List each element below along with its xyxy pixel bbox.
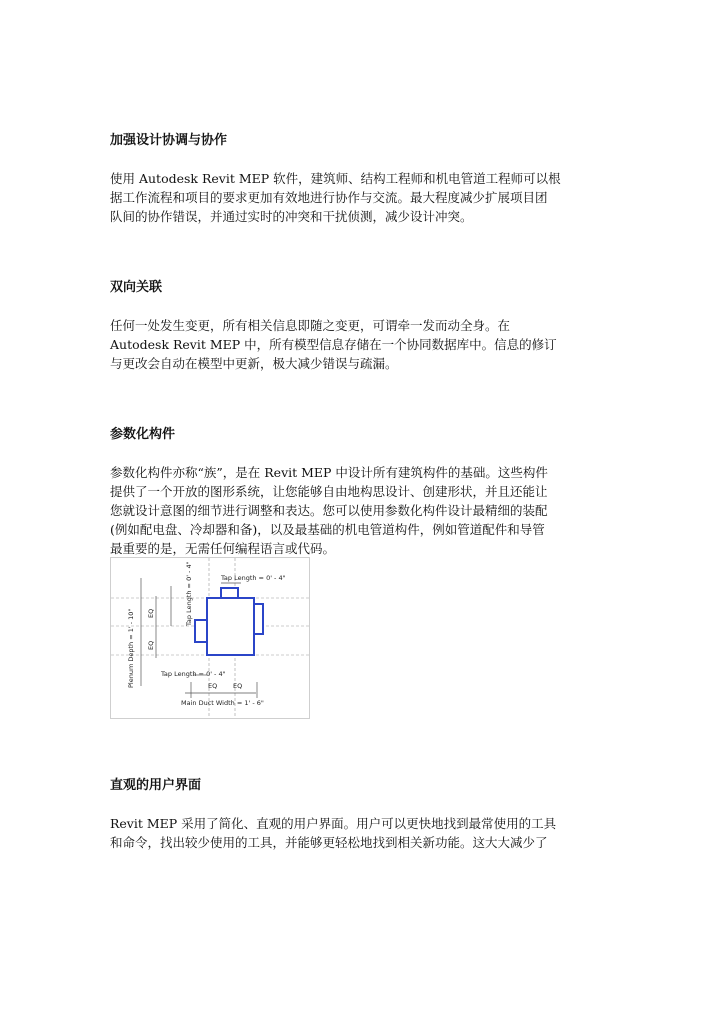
paragraph-line: 您就设计意图的细节进行调整和表达。您可以使用参数化构件设计最精细的装配 xyxy=(110,503,548,518)
side-tap-label: Tap Length = 0' - 4" xyxy=(185,561,193,626)
main-duct-width-label: Main Duct Width = 1' - 6" xyxy=(181,699,264,707)
section-heading: 加强设计协调与协作 xyxy=(110,133,228,148)
paragraph-line: 与更改会自动在模型中更新，极大减少错误与疏漏。 xyxy=(110,356,398,371)
eq-bottom-left: EQ xyxy=(208,682,218,690)
duct-fitting-drawing xyxy=(111,558,309,718)
eq-bottom-right: EQ xyxy=(233,682,243,690)
eq-left-bottom: EQ xyxy=(147,640,155,650)
section-paragraph xyxy=(110,463,615,558)
paragraph-line: 使用 Autodesk Revit MEP 软件，建筑师、结构工程师和机电管道工程师可以根 xyxy=(110,171,561,186)
plenum-depth-label: Plenum Depth = 1' - 10" xyxy=(127,608,135,688)
section-paragraph xyxy=(110,814,615,852)
duct-fitting xyxy=(195,588,263,655)
section-heading: 直观的用户界面 xyxy=(110,778,202,793)
paragraph-line: 提供了一个开放的图形系统，让您能够自由地构思设计、创建形状，并且还能让 xyxy=(110,484,548,499)
paragraph-line: (例如配电盘、冷却器和备)，以及最基础的机电管道构件，例如管道配件和导管 xyxy=(110,522,545,537)
paragraph-line: 和命令，找出较少使用的工具，并能够更轻松地找到相关新功能。这大大减少了 xyxy=(110,835,548,850)
paragraph-line: 据工作流程和项目的要求更加有效地进行协作与交流。最大程度减少扩展项目团 xyxy=(110,190,548,205)
paragraph-line: Revit MEP 采用了简化、直观的用户界面。用户可以更快地找到最常使用的工具 xyxy=(110,816,557,831)
paragraph-line: 最重要的是，无需任何编程语言或代码。 xyxy=(110,541,336,556)
paragraph-line: Autodesk Revit MEP 中，所有模型信息存储在一个协同数据库中。信息的修订 xyxy=(110,337,557,352)
top-tap-label: Tap Length = 0' - 4" xyxy=(221,574,286,582)
section-heading: 参数化构件 xyxy=(110,427,176,442)
paragraph-line: 参数化构件亦称“族”，是在 Revit MEP 中设计所有建筑构件的基础。这些构件 xyxy=(110,465,548,480)
bottom-tap-label: Tap Length = 0' - 4" xyxy=(161,670,226,678)
section-paragraph xyxy=(110,316,615,373)
section-paragraph xyxy=(110,169,615,226)
paragraph-line: 队间的协作错误，并通过实时的冲突和干扰侦测，减少设计冲突。 xyxy=(110,209,473,224)
duct-fitting-figure xyxy=(110,557,310,719)
paragraph-line: 任何一处发生变更，所有相关信息即随之变更，可谓牵一发而动全身。在 xyxy=(110,318,511,333)
eq-left-top: EQ xyxy=(147,608,155,618)
section-heading: 双向关联 xyxy=(110,280,163,295)
section-design-coordination xyxy=(110,133,615,226)
section-intuitive-ui xyxy=(110,778,615,852)
section-bidirectional-association xyxy=(110,280,615,373)
section-parametric-components xyxy=(110,427,615,558)
